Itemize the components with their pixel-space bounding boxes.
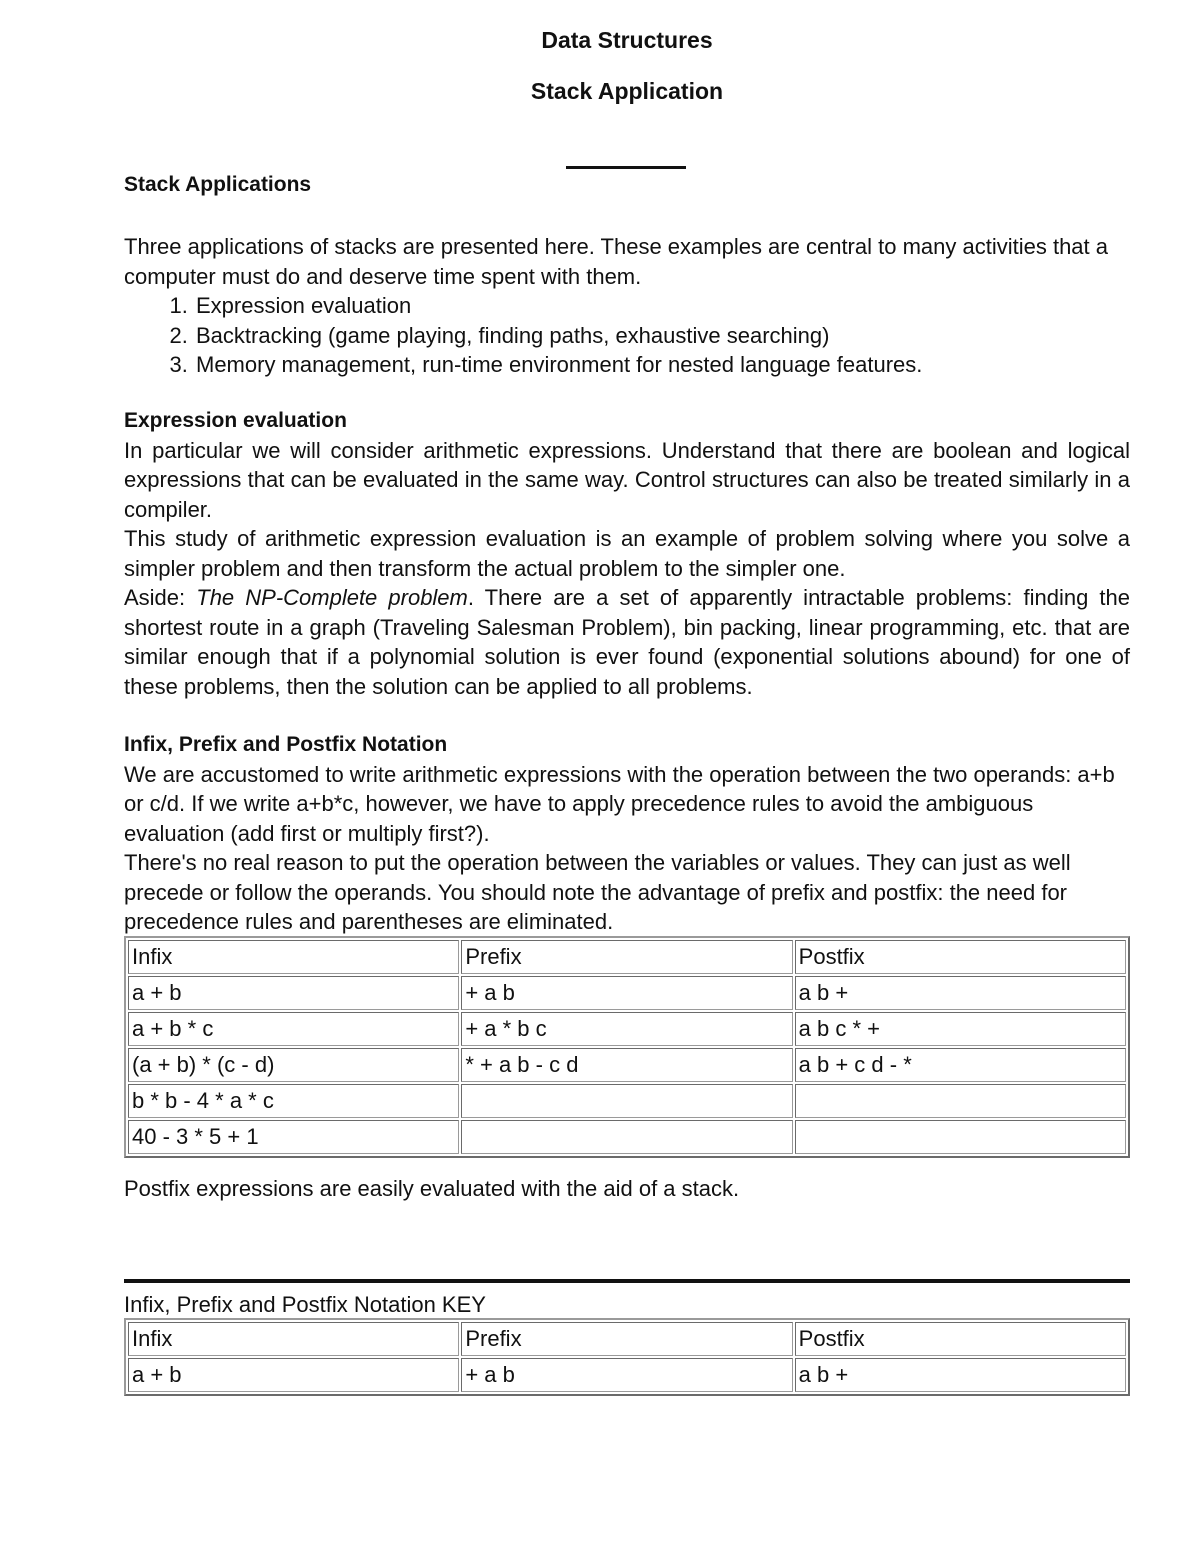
table-row xyxy=(128,1358,1126,1392)
table-cell: a b + xyxy=(795,976,1126,1010)
table-header-row xyxy=(128,940,1126,974)
table-cell xyxy=(795,1120,1126,1154)
expression-paragraph-1: In particular we will consider arithmetic expressions. Understand that there are boolean and logical expressions that can be evaluated in the same way. Control structures can also be treated similarly in a compiler. xyxy=(124,437,1130,522)
section-divider xyxy=(124,1279,1130,1283)
table-cell: (a + b) * (c - d) xyxy=(128,1048,459,1082)
table-row xyxy=(128,1120,1126,1154)
notation-paragraph-2: There's no real reason to put the operation between the variables or values. They can just as well precede or follow the operands. You should note the advantage of prefix and postfix: the need for precedence rules and parentheses are eliminated. xyxy=(124,850,1071,934)
table-cell: + a b xyxy=(461,1358,792,1392)
table-row xyxy=(128,976,1126,1010)
table-row xyxy=(128,1012,1126,1046)
table-header-cell: Infix xyxy=(128,940,459,974)
aside-paragraph xyxy=(124,583,1130,701)
expression-paragraph-2: This study of arithmetic expression evaluation is an example of problem solving where you solve a simpler problem and then transform the actual problem to the simpler one. xyxy=(124,526,1130,581)
table-cell: * + a b - c d xyxy=(461,1048,792,1082)
table-cell xyxy=(461,1084,792,1118)
table-header-row xyxy=(128,1322,1126,1356)
table-cell: + a b xyxy=(461,976,792,1010)
notation-paragraph-1: We are accustomed to write arithmetic expressions with the operation between the two operands: a+b or c/d. If we write a+b*c, however, we have to apply precedence rules to avoid the ambiguous evaluation (add first or multiply first?). xyxy=(124,761,1115,846)
document-title: Data Structures xyxy=(541,27,713,53)
list-item: 2. Backtracking (game playing, finding paths, exhaustive searching) xyxy=(194,321,1130,351)
intro-paragraph: Three applications of stacks are presented here. These examples are central to many activities that a computer must do and deserve time spent with them. xyxy=(124,234,1108,289)
list-item: 3. Memory management, run-time environment for nested language features. xyxy=(194,350,1130,380)
key-table xyxy=(124,1318,1130,1396)
table-row xyxy=(128,1084,1126,1118)
table-cell: a b c * + xyxy=(795,1012,1126,1046)
list-item: 1. Expression evaluation xyxy=(194,291,1130,321)
intro-heading: Stack Applications xyxy=(124,173,312,196)
table-cell: 40 - 3 * 5 + 1 xyxy=(128,1120,459,1154)
table-cell: a + b * c xyxy=(128,1012,459,1046)
table-cell: a b + c d - * xyxy=(795,1048,1126,1082)
table-header-cell: Prefix xyxy=(461,940,792,974)
notation-section xyxy=(124,730,1130,937)
key-caption: Infix, Prefix and Postfix Notation KEY xyxy=(124,1292,486,1317)
intro-body xyxy=(124,232,1130,380)
document-subtitle: Stack Application xyxy=(530,78,724,104)
applications-list xyxy=(124,291,1130,380)
table-row xyxy=(128,1048,1126,1082)
table-header-cell: Prefix xyxy=(461,1322,792,1356)
table-header-cell: Postfix xyxy=(795,1322,1126,1356)
table-cell: a + b xyxy=(128,1358,459,1392)
table-cell xyxy=(461,1120,792,1154)
notation-after-text: Postfix expressions are easily evaluated with the aid of a stack. xyxy=(124,1176,740,1201)
intro-section xyxy=(124,170,1130,200)
title-divider xyxy=(566,166,686,169)
table-header-cell: Postfix xyxy=(795,940,1126,974)
table-cell: a b + xyxy=(795,1358,1126,1392)
aside-italic-title: The NP-Complete problem xyxy=(196,585,468,610)
expression-section xyxy=(124,406,1130,701)
table-cell xyxy=(795,1084,1126,1118)
expression-heading: Expression evaluation xyxy=(124,409,347,432)
notation-heading: Infix, Prefix and Postfix Notation xyxy=(124,733,448,756)
table-cell: + a * b c xyxy=(461,1012,792,1046)
notation-table xyxy=(124,936,1130,1158)
table-header-cell: Infix xyxy=(128,1322,459,1356)
aside-label: Aside: xyxy=(124,585,197,610)
table-cell: b * b - 4 * a * c xyxy=(128,1084,459,1118)
aside-text: . There are a set of apparently intractable problems: finding the shortest route in a graph (Traveling Salesman Problem), bin packing, linear programming, etc. that are similar enough that if a polynomial solution is ever found (exponential solutions abound) for one of these problems, then the solution can be applied to all problems. xyxy=(124,585,1130,699)
table-cell: a + b xyxy=(128,976,459,1010)
